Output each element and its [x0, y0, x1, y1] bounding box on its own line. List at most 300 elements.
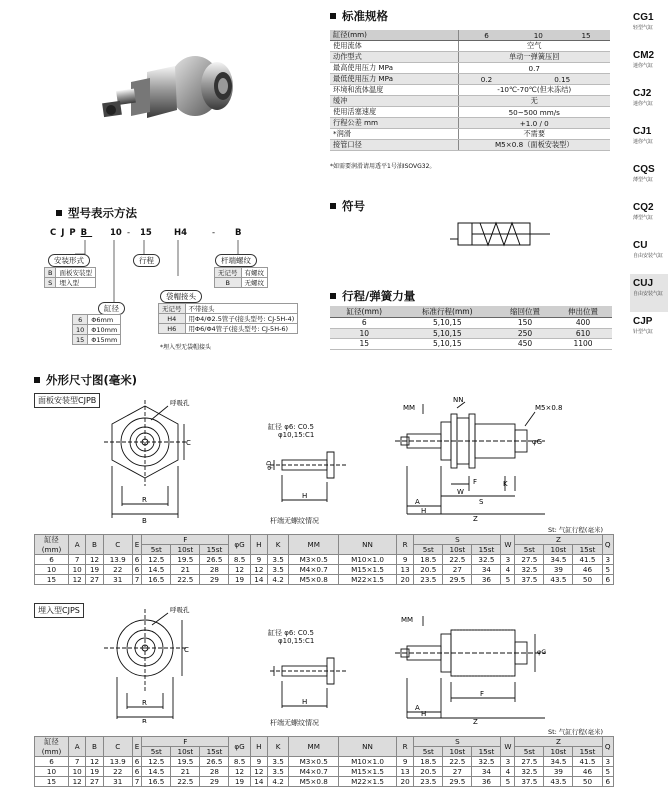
- dim-cell: 4: [501, 767, 515, 777]
- force-cell: 610: [554, 328, 612, 339]
- option-cell: 不带接头: [185, 304, 298, 314]
- dim-cell: 19: [229, 777, 250, 787]
- rod-bore-label: 缸径 φ6: C0.5: [268, 629, 314, 637]
- dim-cell: 27: [443, 565, 472, 575]
- sidebar-item-cjp[interactable]: [630, 312, 668, 350]
- code-dash: -: [212, 228, 216, 238]
- panel-side-view: [395, 396, 570, 521]
- dim-cell: 5: [501, 575, 515, 585]
- dim-cell: 19.5: [171, 757, 200, 767]
- dim-cell: 12.5: [142, 555, 171, 565]
- dim-cell: 22.5: [171, 575, 200, 585]
- model-code: CJPB: [50, 228, 93, 238]
- dim-header-cell: E: [132, 737, 142, 757]
- dim-header-cell: Q: [602, 535, 614, 555]
- dim-c-label: C: [184, 646, 189, 654]
- option-cell: 6: [73, 315, 88, 325]
- dim-cell: 5: [602, 767, 614, 777]
- dim-subheader-cell: 15st: [573, 545, 602, 555]
- dim-header-cell: W: [501, 535, 515, 555]
- dim-cell: 46: [573, 565, 602, 575]
- dim-header-cell: φG: [229, 737, 250, 757]
- dim-cell: M22×1.5: [339, 575, 397, 585]
- dim-cell: 9: [396, 555, 413, 565]
- dim-header-cell: Q: [602, 737, 614, 757]
- spec-note: *如需要润滑请用透平1号油ISOVG32。: [330, 163, 436, 170]
- dim-header-cell: C: [103, 737, 132, 757]
- dim-header-cell: A: [69, 535, 86, 555]
- dim-cell: M22×1.5: [339, 777, 397, 787]
- spec-header-cell: 10: [514, 30, 562, 41]
- dim-cell: 12: [69, 777, 86, 787]
- dim-h-label: H: [302, 698, 308, 706]
- embed-side-view: [395, 612, 570, 724]
- dim-cell: 50: [573, 777, 602, 787]
- dim-subheader-cell: 15st: [200, 545, 229, 555]
- bore-table: [72, 314, 121, 345]
- dim-h-label: H: [302, 492, 308, 500]
- series-code: CQS: [633, 164, 655, 175]
- embed-front-view: [90, 603, 200, 723]
- option-cell: 用Φ6/Φ4管子(接头型号: CJ-5H-6): [185, 324, 298, 334]
- series-code: CJ2: [633, 88, 652, 99]
- dim-cell: M3×0.5: [289, 555, 339, 565]
- option-cell: 用Φ4/Φ2.5管子(接头型号: CJ-5H-4): [185, 314, 298, 324]
- dim-cell: 19.5: [171, 555, 200, 565]
- dim-cell: 43.5: [544, 575, 573, 585]
- dim-h-label: H: [421, 710, 427, 718]
- dim-cell: 10: [69, 565, 86, 575]
- option-cell: 无记号: [159, 304, 186, 314]
- dim-header-cell: F: [142, 737, 229, 747]
- spec-value: M5×0.8（面板安装型）: [458, 140, 610, 151]
- dim-cell: 8.5: [229, 757, 250, 767]
- dim-header-cell: H: [250, 737, 267, 757]
- dim-cell: 13: [396, 767, 413, 777]
- dim-r-label: R: [142, 496, 147, 504]
- symbol-title: 符号: [330, 198, 365, 214]
- panel-dim-table: [34, 534, 614, 585]
- series-code: CM2: [633, 50, 655, 61]
- dim-cell: 12: [69, 575, 86, 585]
- dim-cell: 22.5: [443, 555, 472, 565]
- force-cell: 5,10,15: [399, 328, 497, 339]
- dim-header-cell: 缸径 (mm): [35, 535, 69, 555]
- spec-value: +1.0 / 0: [458, 118, 610, 129]
- force-cell: 5,10,15: [399, 339, 497, 350]
- dim-cell: 13: [396, 565, 413, 575]
- dim-cell: 14.5: [142, 565, 171, 575]
- dim-r-label: R: [142, 699, 147, 707]
- force-cell: 400: [554, 318, 612, 329]
- spec-value: 0.15: [514, 74, 610, 85]
- series-desc: 薄型气缸: [633, 215, 654, 221]
- embed-tag: 埋入型CJPS: [34, 603, 84, 618]
- product-photo: [95, 52, 245, 138]
- rod-table: [214, 267, 268, 288]
- series-desc: 自由安装气缸: [633, 291, 664, 297]
- force-cell: 10: [330, 328, 399, 339]
- dim-cell: 29.5: [443, 777, 472, 787]
- dim-cell: 39: [544, 565, 573, 575]
- rod-detail-1: [262, 440, 352, 510]
- rod-bore-label: 缸径 φ6: C0.5: [268, 423, 314, 431]
- dim-header-cell: MM: [289, 737, 339, 757]
- series-code: CUJ: [633, 278, 654, 289]
- dim-cell: 43.5: [544, 777, 573, 787]
- dim-subheader-cell: 10st: [171, 545, 200, 555]
- spec-label: 环境和流体温度: [330, 85, 458, 96]
- dim-cell: M3×0.5: [289, 757, 339, 767]
- dim-cell: 3: [602, 757, 614, 767]
- spec-value: 0.2: [458, 74, 514, 85]
- dim-a-label: A: [415, 498, 420, 506]
- dim-cell: 19: [86, 565, 103, 575]
- dim-cell: 31: [103, 575, 132, 585]
- dim-z-label: Z: [473, 515, 478, 521]
- rod-caption: 杆端无螺纹情况: [270, 719, 319, 727]
- spec-label: 缓冲: [330, 96, 458, 107]
- rod-caption: 杆端无螺纹情况: [270, 517, 319, 525]
- dim-cell: 3.5: [268, 555, 289, 565]
- dim-header-cell: R: [396, 535, 413, 555]
- dim-cell: 9: [396, 757, 413, 767]
- spec-label: 动作型式: [330, 52, 458, 63]
- code-rod: B: [235, 228, 242, 238]
- dim-cell: 14: [250, 575, 267, 585]
- dim-subheader-cell: 5st: [515, 747, 544, 757]
- dim-cell: 20: [396, 777, 413, 787]
- dim-cell: 22: [103, 565, 132, 575]
- dim-cell: 6: [602, 777, 614, 787]
- sidebar-item-cj2[interactable]: [630, 84, 668, 122]
- dim-f-label: F: [480, 690, 485, 698]
- force-title: 行程/弹簧力量: [330, 288, 415, 304]
- force-header-cell: 标准行程(mm): [399, 306, 497, 318]
- dim-cell: 12: [229, 565, 250, 575]
- option-cell: Φ10mm: [88, 325, 121, 335]
- option-cell: 有螺纹: [241, 268, 268, 278]
- dim-header-cell: φG: [229, 535, 250, 555]
- dim-cell: 23.5: [414, 777, 443, 787]
- dim-subheader-cell: 5st: [414, 747, 443, 757]
- spec-label: *润滑: [330, 129, 458, 140]
- dim-cell: 27.5: [515, 757, 544, 767]
- dim-cell: 26.5: [200, 555, 229, 565]
- dim-cell: M10×1.0: [339, 555, 397, 565]
- dim-cell: 20: [396, 575, 413, 585]
- dim-cell: 41.5: [573, 555, 602, 565]
- dim-cell: 37.5: [515, 777, 544, 787]
- dim-m5-label: M5×0.8: [535, 404, 563, 412]
- dim-cell: 32.5: [472, 757, 501, 767]
- dim-cell: 3: [602, 555, 614, 565]
- dim-cell: 18.5: [414, 555, 443, 565]
- dim-header-cell: Z: [515, 535, 602, 545]
- dim-header-cell: 缸径 (mm): [35, 737, 69, 757]
- dim-header-cell: K: [268, 737, 289, 757]
- embed-dim-table: [34, 736, 614, 787]
- dim-phid-label: φD: [265, 460, 273, 470]
- dim-header-cell: A: [69, 737, 86, 757]
- sidebar-item-cm2[interactable]: [630, 46, 668, 84]
- dim-cell: 36: [472, 575, 501, 585]
- dim-z-label: Z: [473, 718, 478, 724]
- dim-cell: 3.5: [268, 767, 289, 777]
- dim-cell: 29: [200, 575, 229, 585]
- sidebar-item-cj1[interactable]: [630, 122, 668, 160]
- option-cell: 15: [73, 335, 88, 345]
- dim-cell: 15: [35, 777, 69, 787]
- dim-cell: 6: [602, 575, 614, 585]
- series-code: CJ1: [633, 126, 652, 137]
- dim-cell: 6: [35, 757, 69, 767]
- dim-cell: 7: [132, 575, 142, 585]
- force-cell: 1100: [554, 339, 612, 350]
- dim-cell: 12.5: [142, 757, 171, 767]
- dim-header-cell: B: [86, 535, 103, 555]
- dim-cell: M15×1.5: [339, 565, 397, 575]
- dim-cell: 26.5: [200, 757, 229, 767]
- dim-cell: 32.5: [515, 767, 544, 777]
- force-cell: 250: [496, 328, 554, 339]
- dim-header-cell: W: [501, 737, 515, 757]
- force-cell: 5,10,15: [399, 318, 497, 329]
- dim-cell: 3: [501, 555, 515, 565]
- dim-header-cell: H: [250, 535, 267, 555]
- spec-label: 最低使用压力 MPa: [330, 74, 458, 85]
- dim-cell: 20.5: [414, 767, 443, 777]
- dim-b-label: B: [142, 517, 147, 525]
- series-desc: 迷你气缸: [633, 101, 654, 107]
- breath-hole-label: 呼吸孔: [170, 399, 190, 407]
- dim-cell: 4: [501, 565, 515, 575]
- dim-cell: M5×0.8: [289, 575, 339, 585]
- dim-subheader-cell: 10st: [443, 545, 472, 555]
- dim-header-cell: E: [132, 535, 142, 555]
- sidebar-item-cg1[interactable]: [630, 8, 668, 46]
- spec-label: 使用活塞速度: [330, 107, 458, 118]
- dim-cell: 16.5: [142, 777, 171, 787]
- sidebar-item-cqs[interactable]: [630, 160, 668, 198]
- force-cell: 6: [330, 318, 399, 329]
- dim-cell: 19: [86, 767, 103, 777]
- fitting-note: *埋入型无袋帽接头: [160, 344, 212, 351]
- dim-cell: M4×0.7: [289, 767, 339, 777]
- cylinder-symbol: [450, 215, 560, 255]
- dim-header-cell: Z: [515, 737, 602, 747]
- option-cell: B: [215, 278, 242, 288]
- dim-subheader-cell: 5st: [515, 545, 544, 555]
- dim-cell: 6: [132, 757, 142, 767]
- dim-cell: 6: [132, 767, 142, 777]
- dim-header-cell: S: [414, 535, 501, 545]
- option-cell: S: [45, 278, 56, 288]
- dim-header-cell: C: [103, 535, 132, 555]
- dim-mm-label: MM: [403, 404, 416, 412]
- dim-cell: 10: [69, 767, 86, 777]
- spec-value: -10℃-70℃(但未冻结): [458, 85, 610, 96]
- dim-cell: 12: [86, 757, 103, 767]
- dim-cell: 34: [472, 565, 501, 575]
- dim-cell: 12: [250, 767, 267, 777]
- dim-header-cell: MM: [289, 535, 339, 555]
- option-cell: B: [45, 268, 56, 278]
- dim-mm-label: MM: [401, 616, 414, 624]
- dim-cell: 39: [544, 767, 573, 777]
- dim-s-label: S: [479, 498, 484, 506]
- option-cell: 无记号: [215, 268, 242, 278]
- stroke-note: St: 气缸行程(毫米): [548, 526, 604, 534]
- rod-detail-2: [262, 646, 352, 714]
- dim-cell: 22.5: [171, 777, 200, 787]
- spec-header-cell: 15: [562, 30, 610, 41]
- dim-cell: 9: [250, 555, 267, 565]
- dim-cell: 27: [86, 777, 103, 787]
- dim-cell: 50: [573, 575, 602, 585]
- dim-cell: 9: [250, 757, 267, 767]
- dim-header-cell: R: [396, 737, 413, 757]
- dim-k-label: K: [503, 480, 508, 488]
- spec-value: 50~500 mm/s: [458, 107, 610, 118]
- fitting-table: [158, 303, 298, 334]
- series-desc: 自由安装气缸: [633, 253, 664, 259]
- dim-subheader-cell: 15st: [472, 747, 501, 757]
- dim-cell: 29: [200, 777, 229, 787]
- dim-header-cell: NN: [339, 737, 397, 757]
- spec-value: 空气: [458, 41, 610, 52]
- dim-cell: 3.5: [268, 565, 289, 575]
- mount-table: [44, 267, 96, 288]
- sidebar-item-cq2[interactable]: [630, 198, 668, 236]
- dim-cell: 7: [69, 757, 86, 767]
- spec-value: 单动一弹簧压回: [458, 52, 610, 63]
- dim-phig-label: φG: [537, 648, 547, 656]
- spec-header-cell: 6: [458, 30, 514, 41]
- dim-cell: 13.9: [103, 555, 132, 565]
- dim-header-cell: F: [142, 535, 229, 545]
- dim-cell: M4×0.7: [289, 565, 339, 575]
- dim-cell: 4.2: [268, 575, 289, 585]
- dim-subheader-cell: 5st: [142, 747, 171, 757]
- dim-cell: 28: [200, 767, 229, 777]
- dim-cell: 3: [501, 757, 515, 767]
- dim-subheader-cell: 10st: [443, 747, 472, 757]
- dim-cell: 16.5: [142, 575, 171, 585]
- dim-cell: 41.5: [573, 757, 602, 767]
- option-cell: H4: [159, 314, 186, 324]
- dim-subheader-cell: 5st: [142, 545, 171, 555]
- spec-label: 行程公差 mm: [330, 118, 458, 129]
- mount-label: 安装形式: [48, 254, 90, 267]
- spec-table: [330, 30, 610, 151]
- spec-title: 标准规格: [330, 8, 388, 24]
- dim-cell: 6: [132, 565, 142, 575]
- code-bore: 10: [110, 228, 122, 238]
- dim-subheader-cell: 10st: [171, 747, 200, 757]
- dim-cell: 34: [472, 767, 501, 777]
- option-cell: 无螺纹: [241, 278, 268, 288]
- dim-subheader-cell: 5st: [414, 545, 443, 555]
- dim-subheader-cell: 15st: [472, 545, 501, 555]
- dim-cell: 15: [35, 575, 69, 585]
- dim-cell: 22: [103, 767, 132, 777]
- dim-subheader-cell: 10st: [544, 545, 573, 555]
- force-header-cell: 缩回位置: [496, 306, 554, 318]
- dim-cell: 27: [443, 767, 472, 777]
- spec-label: 接管口径: [330, 140, 458, 151]
- dim-cell: 5: [501, 777, 515, 787]
- dim-cell: 21: [171, 565, 200, 575]
- dim-cell: 34.5: [544, 555, 573, 565]
- dim-cell: 10: [35, 565, 69, 575]
- dim-cell: 34.5: [544, 757, 573, 767]
- dim-cell: 10: [35, 767, 69, 777]
- force-cell: 450: [496, 339, 554, 350]
- series-code: CJP: [633, 316, 653, 327]
- dim-subheader-cell: 15st: [200, 747, 229, 757]
- dim-header-cell: S: [414, 737, 501, 747]
- force-header-cell: 缸径(mm): [330, 306, 399, 318]
- dim-f-label: F: [473, 478, 478, 486]
- dim-cell: 3.5: [268, 757, 289, 767]
- dim-cell: 8.5: [229, 555, 250, 565]
- series-code: CU: [633, 240, 648, 251]
- dim-cell: 20.5: [414, 565, 443, 575]
- code-dash: -: [127, 228, 131, 238]
- dim-cell: 27.5: [515, 555, 544, 565]
- spec-header-cell: 缸径(mm): [330, 30, 458, 41]
- dim-c-label: C: [186, 439, 191, 447]
- force-table: [330, 306, 612, 350]
- dim-cell: 27: [86, 575, 103, 585]
- dim-cell: 37.5: [515, 575, 544, 585]
- panel-tag: 面板安装型CJPB: [34, 393, 100, 408]
- option-cell: H6: [159, 324, 186, 334]
- dim-cell: 46: [573, 767, 602, 777]
- option-cell: Φ15mm: [88, 335, 121, 345]
- dim-cell: 6: [35, 555, 69, 565]
- rod-bore-label2: φ10,15:C1: [278, 637, 315, 645]
- series-code: CQ2: [633, 202, 654, 213]
- dim-phig-label: φG: [532, 438, 543, 446]
- spec-label: 最高使用压力 MPa: [330, 63, 458, 74]
- dim-a-label: A: [415, 704, 420, 712]
- stroke-note: St: 气缸行程(毫米): [548, 728, 604, 736]
- dim-cell: 12: [250, 565, 267, 575]
- option-cell: Φ6mm: [88, 315, 121, 325]
- dim-cell: 18.5: [414, 757, 443, 767]
- dim-cell: 7: [69, 555, 86, 565]
- force-cell: 15: [330, 339, 399, 350]
- sidebar-item-cuj[interactable]: [630, 274, 668, 312]
- dim-cell: 22.5: [443, 757, 472, 767]
- spec-value: 不需要: [458, 129, 610, 140]
- series-desc: 薄型气缸: [633, 177, 654, 183]
- sidebar-item-cu[interactable]: [630, 236, 668, 274]
- dim-cell: 7: [132, 777, 142, 787]
- force-header-cell: 伸出位置: [554, 306, 612, 318]
- dim-header-cell: B: [86, 737, 103, 757]
- dim-w-label: W: [457, 488, 464, 496]
- dim-cell: 4.2: [268, 777, 289, 787]
- fitting-label: 袋帽接头: [160, 290, 202, 303]
- rod-bore-label2: φ10,15:C1: [278, 431, 315, 439]
- series-desc: 轻型气缸: [633, 25, 654, 31]
- spec-label: 使用流体: [330, 41, 458, 52]
- dim-cell: 31: [103, 777, 132, 787]
- dims-title: 外形尺寸图(毫米): [34, 372, 137, 388]
